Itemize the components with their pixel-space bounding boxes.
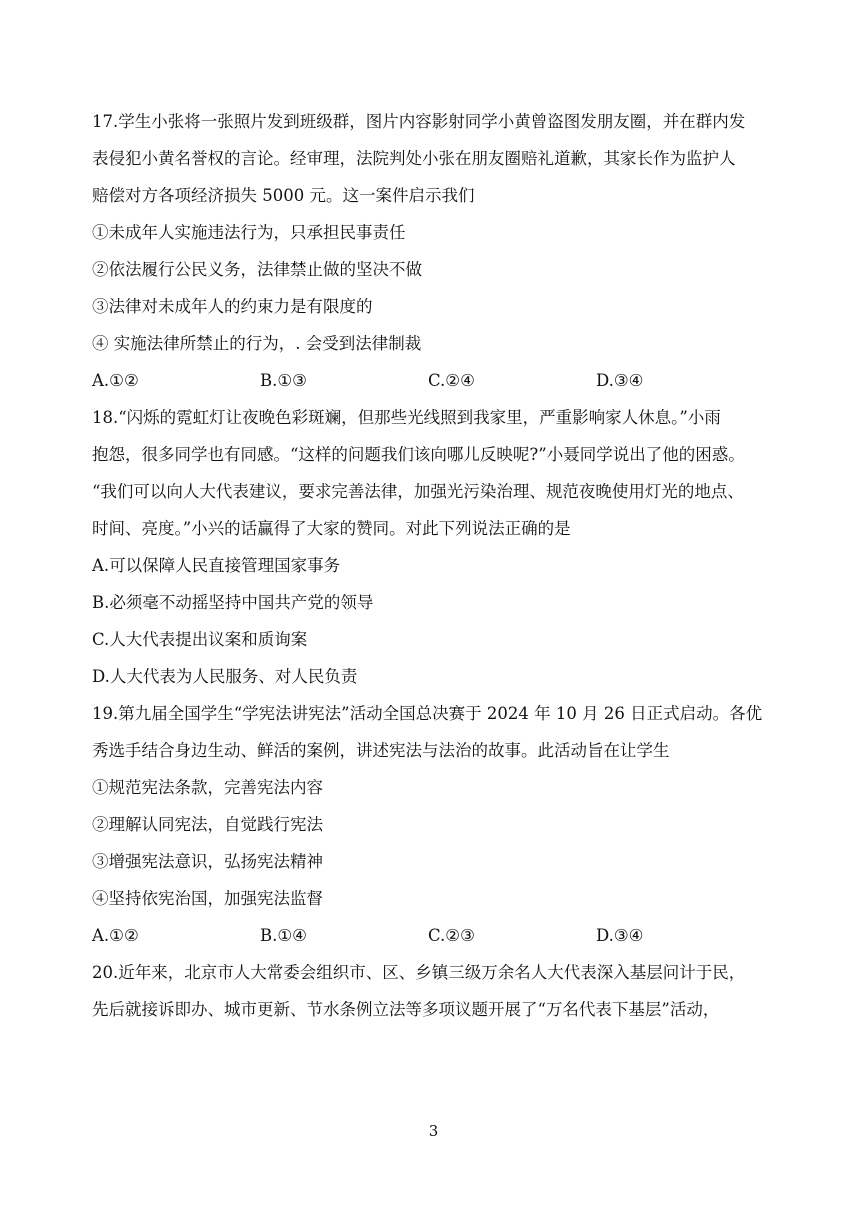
page-number: 3: [428, 1122, 439, 1140]
question-18-line-1: 18.“闪烁的霓虹灯让夜晚色彩斑斓，但那些光线照到我家里，严重影响家人休息。”小雨: [92, 408, 721, 427]
question-20-line-2: 先后就接诉即办、城市更新、节水条例立法等多项议题开展了“万名代表下基层”活动，: [92, 1000, 720, 1019]
question-19-item-3: ③增强宪法意识，弘扬宪法精神: [92, 852, 323, 871]
question-19-option-c: C.②③: [428, 926, 475, 945]
question-18-option-c: C.人大代表提出议案和质询案: [92, 630, 308, 649]
question-19-option-d: D.③④: [596, 926, 644, 945]
question-17-option-d: D.③④: [596, 371, 644, 390]
question-17-line-2: 表侵犯小黄名誉权的言论。经审理，法院判处小张在朋友圈赔礼道歉，其家长作为监护人: [92, 149, 736, 168]
question-18-option-a: A.可以保障人民直接管理国家事务: [92, 556, 341, 575]
question-17: [92, 111, 792, 392]
question-19-item-2: ②理解认同宪法，自觉践行宪法: [92, 815, 323, 834]
question-18: [92, 407, 792, 688]
question-18-line-4: 时间、亮度。”小兴的话赢得了大家的赞同。对此下列说法正确的是: [92, 519, 571, 538]
question-18-line-2: 抱怨，很多同学也有同感。“这样的问题我们该向哪儿反映呢?”小聂同学说出了他的困惑。: [92, 445, 745, 464]
question-18-line-3: “我们可以向人大代表建议，要求完善法律，加强光污染治理、规范夜晚使用灯光的地点、: [92, 482, 744, 501]
question-19-item-1: ①规范宪法条款，完善宪法内容: [92, 778, 323, 797]
question-17-option-b: B.①③: [260, 371, 307, 390]
question-18-option-b: B.必须毫不动摇坚持中国共产党的领导: [92, 593, 374, 612]
question-19-option-b: B.①④: [260, 926, 307, 945]
question-17-line-3: 赔偿对方各项经济损失 5000 元。这一案件启示我们: [92, 186, 475, 205]
page-content: [92, 111, 792, 1036]
question-19-options: [92, 925, 792, 947]
question-17-item-3: ③法律对未成年人的约束力是有限度的: [92, 297, 373, 316]
question-17-line-1: 17.学生小张将一张照片发到班级群，图片内容影射同学小黄曾盗图发朋友圈，并在群内发: [92, 112, 746, 131]
question-17-options: [92, 370, 792, 392]
question-20: [92, 962, 792, 1021]
question-19-option-a: A.①②: [92, 926, 139, 945]
question-19-item-4: ④坚持依宪治国，加强宪法监督: [92, 889, 323, 908]
question-18-option-d: D.人大代表为人民服务、对人民负责: [92, 667, 358, 686]
question-17-item-4: ④ 实施法律所禁止的行为，. 会受到法律制裁: [92, 334, 422, 353]
question-17-option-a: A.①②: [92, 371, 139, 390]
question-19: [92, 703, 792, 947]
question-17-item-2: ②依法履行公民义务，法律禁止做的坚决不做: [92, 260, 422, 279]
question-17-item-1: ①未成年人实施违法行为，只承担民事责任: [92, 223, 406, 242]
question-19-line-2: 秀选手结合身边生动、鲜活的案例，讲述宪法与法治的故事。此活动旨在让学生: [92, 741, 670, 760]
question-19-line-1: 19.第九届全国学生“学宪法讲宪法”活动全国总决赛于 2024 年 10 月 26 日正式启动。各优: [92, 704, 763, 723]
question-17-option-c: C.②④: [428, 371, 475, 390]
question-20-line-1: 20.近年来，北京市人大常委会组织市、区、乡镇三级万余名人大代表深入基层问计于民，: [92, 963, 746, 982]
